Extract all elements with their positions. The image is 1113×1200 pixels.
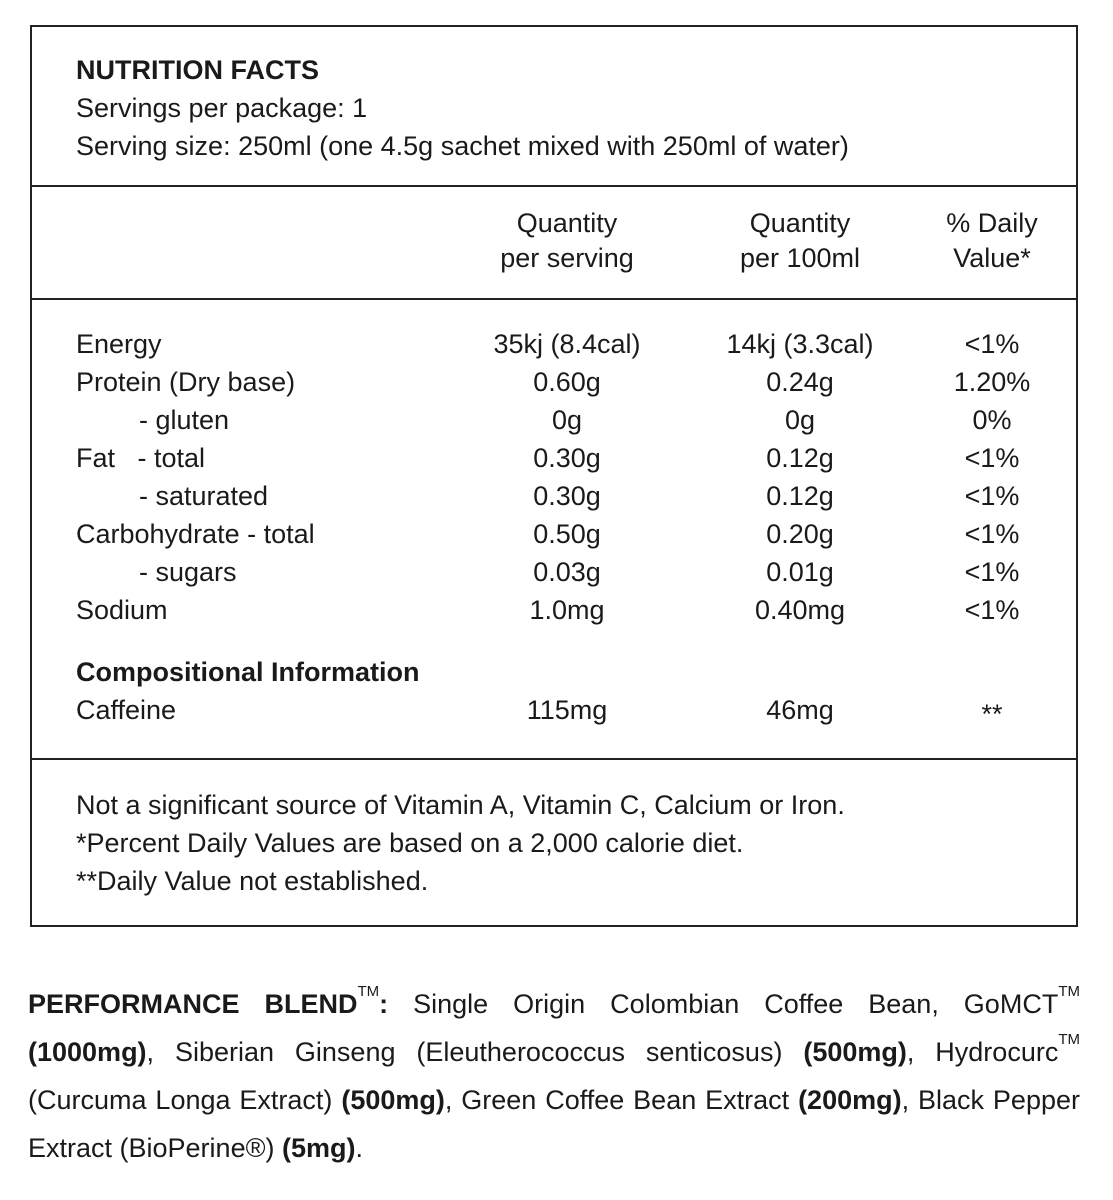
value-per100: 0.24g [766, 367, 834, 397]
blend-colon: : [379, 989, 389, 1019]
blend-name: PERFORMANCE BLEND [28, 989, 358, 1019]
value-serving: 0.60g [533, 367, 601, 397]
col-header-dv-2: Value* [953, 243, 1031, 273]
panel-title: NUTRITION FACTS [76, 55, 319, 85]
blend-text: . [355, 1133, 363, 1163]
value-dv: <1% [964, 329, 1020, 359]
row-label-fat-total: Fat - total [76, 443, 206, 473]
nutrition-panel [30, 25, 1078, 927]
blend-text: , Hydrocurc [906, 1037, 1059, 1067]
value-dv: ** [981, 699, 1003, 729]
value-per100: 0.40mg [754, 595, 846, 625]
row-label-caffeine: Caffeine [76, 695, 177, 725]
blend-amount: (1000mg) [28, 1037, 147, 1067]
value-per100: 0.20g [766, 519, 834, 549]
footnote: Not a significant source of Vitamin A, Vitamin C, Calcium or Iron. [76, 790, 845, 820]
value-dv: 0% [972, 405, 1012, 435]
blend-text: , Siberian Ginseng (Eleutherococcus senticosus) [146, 1037, 804, 1067]
col-header-dv-1: % Daily [946, 208, 1038, 238]
row-label-gluten: - gluten [139, 405, 230, 435]
value-serving: 0.30g [533, 481, 601, 511]
blend-amount: (200mg) [798, 1085, 902, 1115]
col-header-serving-1: Quantity [516, 208, 618, 238]
value-per100: 14kj (3.3cal) [726, 329, 874, 359]
divider [32, 758, 1076, 760]
performance-blend [28, 980, 1080, 1172]
value-serving: 0g [551, 405, 583, 435]
value-serving: 35kj (8.4cal) [493, 329, 641, 359]
value-per100: 46mg [766, 695, 834, 725]
blend-amount: (500mg) [803, 1037, 907, 1067]
value-per100: 0.12g [766, 443, 834, 473]
value-per100: 0.01g [766, 557, 834, 587]
compositional-heading: Compositional Information [76, 657, 420, 687]
value-serving: 0.30g [533, 443, 601, 473]
blend-amount: (500mg) [341, 1085, 445, 1115]
row-label-protein: Protein (Dry base) [76, 367, 296, 397]
col-header-100ml-2: per 100ml [739, 243, 861, 273]
value-dv: <1% [964, 557, 1020, 587]
col-header-serving-2: per serving [500, 243, 634, 273]
value-dv: <1% [964, 481, 1020, 511]
value-per100: 0g [784, 405, 816, 435]
blend-amount: (5mg) [281, 1133, 356, 1163]
value-serving: 115mg [526, 695, 608, 725]
value-serving: 0.50g [533, 519, 601, 549]
value-serving: 1.0mg [529, 595, 605, 625]
trademark-mark: TM [1058, 1031, 1080, 1048]
row-label-sodium: Sodium [76, 595, 168, 625]
value-dv: <1% [964, 519, 1020, 549]
divider [32, 185, 1076, 187]
footnote: **Daily Value not established. [76, 866, 429, 896]
footnote: *Percent Daily Values are based on a 2,000 calorie diet. [76, 828, 744, 858]
row-label-sugars: - sugars [139, 557, 237, 587]
servings-per-package: Servings per package: 1 [76, 93, 368, 123]
value-serving: 0.03g [533, 557, 601, 587]
col-header-100ml-1: Quantity [749, 208, 851, 238]
trademark-mark: TM [1058, 983, 1080, 1000]
value-dv: 1.20% [953, 367, 1031, 397]
value-per100: 0.12g [766, 481, 834, 511]
row-label-energy: Energy [76, 329, 162, 359]
trademark-mark: TM [357, 983, 380, 1000]
blend-text: (Curcuma Longa Extract) [28, 1085, 342, 1115]
value-dv: <1% [964, 443, 1020, 473]
value-dv: <1% [964, 595, 1020, 625]
blend-text: , Black Pepper Extract (BioPerine®) [28, 1085, 1080, 1163]
row-label-carbohydrate: Carbohydrate - total [76, 519, 315, 549]
row-label-saturated: - saturated [139, 481, 269, 511]
blend-text: Single Origin Colombian Coffee Bean, GoMCT [388, 989, 1059, 1019]
blend-text: , Green Coffee Bean Extract [444, 1085, 799, 1115]
divider [32, 298, 1076, 300]
serving-size: Serving size: 250ml (one 4.5g sachet mixed with 250ml of water) [76, 131, 849, 161]
